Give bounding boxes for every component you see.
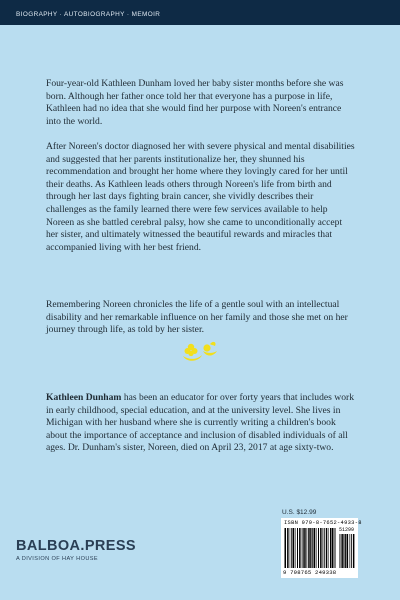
isbn-barcode (281, 518, 362, 578)
publisher-logo: BALBOA.PRESS (16, 538, 137, 554)
publisher-division: A DIVISION OF HAY HOUSE (16, 556, 99, 562)
synopsis-paragraph-2: After Noreen's doctor diagnosed her with severe physical and mental disabilities and suggested that her parents institutionalize her, they shunned his recommendation and brought her home where they lovingly cared for her until their deaths. As Kathleen leads others through Noreen's life from birth and through her last days fighting brain cancer, she vividly describes their challenges as the family learned there were few services available to help Noreen as she battled cerebral palsy, how she came to unconditionally accept her sister, and ultimately witnessed the beautiful rewards and miracles that accompanied living with her best friend. (46, 141, 355, 253)
isbn-number: ISBN 979-8-7652-4933-8 (284, 520, 362, 526)
price-label: U.S. $12.99 (282, 509, 317, 516)
author-bio-text: has been an educator for over forty years that includes work in early childhood, special education, and at the university level. She lives in Michigan with her husband where she is currently writing a children's book about the importance of acceptance and inclusion of disabled individuals of all ages. Dr. Dunham's sister, Noreen, died on April 23, 2017 at age sixty-two. (46, 392, 354, 454)
addon-barcode-bars-icon (339, 534, 355, 568)
synopsis-paragraph-3: Remembering Noreen chronicles the life of a gentle soul with an intellectual disability and her remarkable influence on her family and those she met on her journey through life, as told by her sister. (46, 299, 348, 336)
price-addon-digits: 51299 (339, 527, 355, 533)
ean-digits: 9 798765 249338 (283, 569, 337, 576)
flower-ornament-icon (179, 338, 221, 364)
author-name: Kathleen Dunham (46, 392, 122, 403)
synopsis-paragraph-1: Four-year-old Kathleen Dunham loved her baby sister months before she was born. Although her father once told her that everyone has a purpose in life, Kathleen had no idea that she would find her purpose with Noreen's entrance into the world. (46, 78, 344, 127)
author-bio (46, 392, 356, 455)
header-band (0, 0, 400, 25)
genre-label: BIOGRAPHY · AUTOBIOGRAPHY · MEMOIR (16, 11, 161, 18)
barcode-bars-icon (284, 528, 336, 568)
